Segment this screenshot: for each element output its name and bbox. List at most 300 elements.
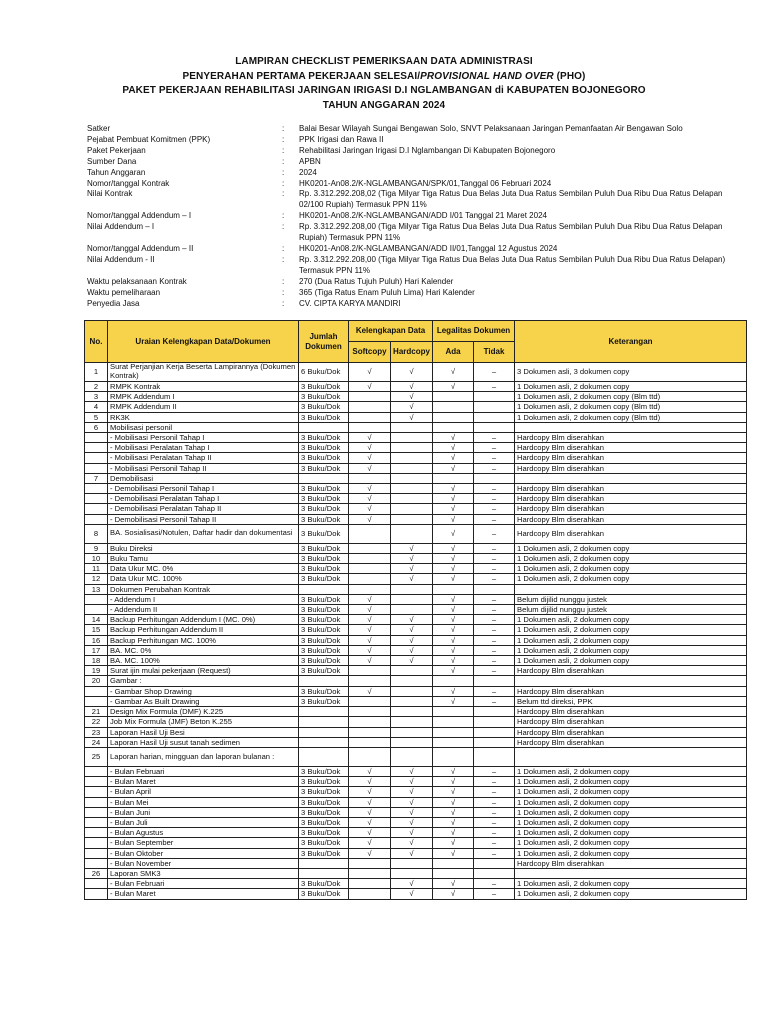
info-value: Balai Besar Wilayah Sungai Bengawan Solo, SNVT Pelaksanaan Jaringan Pemanfaatan Air Bengawan Solo (299, 124, 683, 133)
row-hardcopy (391, 858, 433, 868)
info-colon: : (282, 243, 285, 253)
row-hardcopy: √ (391, 797, 433, 807)
row-keterangan: Hardcopy Blm diserahkan (515, 666, 747, 676)
row-softcopy (349, 737, 391, 747)
row-no (85, 514, 108, 524)
row-softcopy (349, 402, 391, 412)
row-keterangan: 1 Dokumen asli, 2 dokumen copy (515, 564, 747, 574)
row-softcopy (349, 473, 391, 483)
row-ada: √ (433, 463, 474, 473)
row-tidak: – (474, 463, 515, 473)
info-label: Paket Pekerjaan (87, 145, 146, 155)
row-keterangan: Hardcopy Blm diserahkan (515, 463, 747, 473)
info-colon: : (282, 124, 285, 133)
row-ada: √ (433, 686, 474, 696)
row-softcopy: √ (349, 494, 391, 504)
row-hardcopy (391, 707, 433, 717)
row-softcopy: √ (349, 656, 391, 666)
info-label: Nilai Addendum - II (87, 254, 155, 264)
info-colon: : (282, 287, 285, 297)
row-keterangan: Hardcopy Blm diserahkan (515, 524, 747, 543)
row-no (85, 777, 108, 787)
table-row (85, 797, 747, 807)
info-value: Rp. 3.312.292.208,00 (Tiga Milyar Tiga Ratus Dua Belas Juta Dua Ratus Sembilan Puluh Dua Ribu Dua Ratus Delapan Rupiah) Termasuk PPN 11% (299, 222, 723, 243)
row-ada (433, 868, 474, 878)
row-ada (433, 422, 474, 432)
row-keterangan: Hardcopy Blm diserahkan (515, 514, 747, 524)
row-no: 21 (85, 707, 108, 717)
info-label: Nomor/tanggal Addendum – I (87, 211, 192, 221)
row-hardcopy (391, 584, 433, 594)
table-row (85, 686, 747, 696)
table-row (85, 514, 747, 524)
row-no (85, 858, 108, 868)
info-row (87, 124, 742, 135)
row-ada: √ (433, 382, 474, 392)
row-no (85, 807, 108, 817)
row-softcopy: √ (349, 686, 391, 696)
row-keterangan: Hardcopy Blm diserahkan (515, 717, 747, 727)
row-description: - Demobilisasi Personil Tahap II (108, 514, 299, 524)
row-no: 23 (85, 727, 108, 737)
table-row (85, 554, 747, 564)
row-keterangan: Hardcopy Blm diserahkan (515, 707, 747, 717)
row-description: Laporan Hasil Uji susut tanah sedimen (108, 737, 299, 747)
row-jumlah: 3 Buku/Dok (299, 817, 349, 827)
row-keterangan: 1 Dokumen asli, 2 dokumen copy (515, 807, 747, 817)
header-kelengkapan: Kelengkapan Data (349, 321, 433, 342)
row-keterangan: 1 Dokumen asli, 2 dokumen copy (515, 777, 747, 787)
row-ada: √ (433, 635, 474, 645)
header-hardcopy: Hardcopy (391, 342, 433, 363)
row-description: Laporan Hasil Uji Besi (108, 727, 299, 737)
row-keterangan: 1 Dokumen asli, 2 dokumen copy (515, 554, 747, 564)
row-softcopy: √ (349, 615, 391, 625)
row-jumlah: 3 Buku/Dok (299, 392, 349, 402)
row-ada (433, 584, 474, 594)
row-no: 14 (85, 615, 108, 625)
row-softcopy: √ (349, 443, 391, 453)
info-row (87, 211, 742, 222)
row-description: Laporan harian, mingguan dan laporan bulanan : (108, 747, 299, 766)
row-jumlah: 3 Buku/Dok (299, 463, 349, 473)
title-italic-phrase: PROVISIONAL HAND OVER (420, 70, 554, 82)
row-keterangan: 1 Dokumen asli, 2 dokumen copy (515, 615, 747, 625)
row-description: - Demobilisasi Peralatan Tahap II (108, 504, 299, 514)
row-description: Data Ukur MC. 100% (108, 574, 299, 584)
row-hardcopy: √ (391, 766, 433, 776)
row-keterangan (515, 422, 747, 432)
row-jumlah: 3 Buku/Dok (299, 574, 349, 584)
row-no (85, 494, 108, 504)
row-tidak: – (474, 564, 515, 574)
row-tidak: – (474, 817, 515, 827)
info-value: HK0201-An08.2/K-NGLAMBANGAN/SPK/01,Tanggal 06 Februari 2024 (299, 178, 552, 188)
row-no (85, 787, 108, 797)
info-colon: : (282, 189, 285, 199)
contract-info-block (87, 124, 742, 309)
row-description: - Bulan September (108, 838, 299, 848)
row-keterangan: 1 Dokumen asli, 2 dokumen copy (515, 543, 747, 553)
info-row (87, 255, 742, 277)
row-tidak: – (474, 543, 515, 553)
row-description: Backup Perhitungan Addendum I (MC. 0%) (108, 615, 299, 625)
row-jumlah (299, 676, 349, 686)
row-jumlah: 3 Buku/Dok (299, 564, 349, 574)
row-jumlah: 3 Buku/Dok (299, 848, 349, 858)
table-row (85, 574, 747, 584)
table-row (85, 666, 747, 676)
table-row (85, 838, 747, 848)
row-hardcopy (391, 504, 433, 514)
row-keterangan: Hardcopy Blm diserahkan (515, 453, 747, 463)
row-keterangan: Hardcopy Blm diserahkan (515, 504, 747, 514)
row-hardcopy (391, 463, 433, 473)
row-jumlah: 3 Buku/Dok (299, 777, 349, 787)
row-softcopy (349, 727, 391, 737)
row-hardcopy (391, 443, 433, 453)
info-label: Nomor/tanggal Addendum – II (87, 243, 194, 253)
row-hardcopy: √ (391, 412, 433, 422)
row-keterangan: Hardcopy Blm diserahkan (515, 737, 747, 747)
row-keterangan (515, 584, 747, 594)
row-hardcopy (391, 433, 433, 443)
row-description: - Bulan Oktober (108, 848, 299, 858)
row-softcopy: √ (349, 605, 391, 615)
row-hardcopy (391, 605, 433, 615)
table-row (85, 625, 747, 635)
row-tidak: – (474, 645, 515, 655)
row-ada: √ (433, 443, 474, 453)
row-tidak (474, 747, 515, 766)
title-line-1: LAMPIRAN CHECKLIST PEMERIKSAAN DATA ADMINISTRASI (235, 56, 533, 67)
info-colon: : (282, 178, 285, 188)
row-tidak (474, 392, 515, 402)
row-description: - Bulan Juli (108, 817, 299, 827)
row-no: 20 (85, 676, 108, 686)
row-tidak: – (474, 594, 515, 604)
row-jumlah: 6 Buku/Dok (299, 363, 349, 382)
info-value: HK0201-An08.2/K-NGLAMBANGAN/ADD I/01 Tanggal 21 Maret 2024 (299, 211, 547, 221)
info-colon: : (282, 254, 285, 264)
row-keterangan: 1 Dokumen asli, 2 dokumen copy (Blm ttd) (515, 402, 747, 412)
row-ada: √ (433, 666, 474, 676)
title-line-2 (0, 70, 768, 85)
row-description: - Bulan Februari (108, 766, 299, 776)
row-no: 4 (85, 402, 108, 412)
row-no (85, 504, 108, 514)
row-ada: √ (433, 656, 474, 666)
row-keterangan: 1 Dokumen asli, 2 dokumen copy (515, 879, 747, 889)
row-hardcopy: √ (391, 574, 433, 584)
row-keterangan: 3 Dokumen asli, 3 dokumen copy (515, 363, 747, 382)
info-colon: : (282, 145, 285, 155)
info-colon: : (282, 298, 285, 308)
row-description: - Bulan November (108, 858, 299, 868)
row-tidak: – (474, 807, 515, 817)
row-jumlah: 3 Buku/Dok (299, 879, 349, 889)
row-no: 5 (85, 412, 108, 422)
row-hardcopy (391, 747, 433, 766)
row-hardcopy: √ (391, 848, 433, 858)
row-ada: √ (433, 453, 474, 463)
row-tidak: – (474, 554, 515, 564)
row-hardcopy (391, 717, 433, 727)
row-jumlah: 3 Buku/Dok (299, 443, 349, 453)
row-jumlah: 3 Buku/Dok (299, 504, 349, 514)
row-hardcopy (391, 696, 433, 706)
row-tidak (474, 727, 515, 737)
info-label: Satker (87, 124, 111, 133)
info-row (87, 277, 742, 288)
table-row (85, 412, 747, 422)
row-jumlah: 3 Buku/Dok (299, 766, 349, 776)
row-tidak: – (474, 889, 515, 899)
row-softcopy (349, 412, 391, 422)
row-ada: √ (433, 848, 474, 858)
row-hardcopy: √ (391, 879, 433, 889)
row-description: Buku Tamu (108, 554, 299, 564)
row-ada: √ (433, 363, 474, 382)
row-description: Mobilisasi personil (108, 422, 299, 432)
row-keterangan: Belum ttd direksi, PPK (515, 696, 747, 706)
info-colon: : (282, 167, 285, 177)
row-hardcopy (391, 484, 433, 494)
row-hardcopy (391, 524, 433, 543)
header-no: No. (85, 321, 108, 363)
info-row (87, 135, 742, 146)
row-description: - Gambar As Built Drawing (108, 696, 299, 706)
row-ada: √ (433, 838, 474, 848)
row-no (85, 463, 108, 473)
row-hardcopy: √ (391, 554, 433, 564)
row-softcopy (349, 889, 391, 899)
row-ada: √ (433, 766, 474, 776)
row-softcopy (349, 707, 391, 717)
table-row (85, 777, 747, 787)
row-hardcopy: √ (391, 564, 433, 574)
row-softcopy (349, 584, 391, 594)
row-jumlah: 3 Buku/Dok (299, 828, 349, 838)
table-row (85, 615, 747, 625)
row-keterangan (515, 747, 747, 766)
row-hardcopy (391, 594, 433, 604)
row-no (85, 848, 108, 858)
row-ada (433, 717, 474, 727)
row-tidak: – (474, 879, 515, 889)
row-ada: √ (433, 484, 474, 494)
row-ada: √ (433, 615, 474, 625)
checklist-table (84, 320, 747, 900)
row-hardcopy (391, 473, 433, 483)
row-softcopy (349, 676, 391, 686)
table-row (85, 676, 747, 686)
row-keterangan: 1 Dokumen asli, 2 dokumen copy (515, 625, 747, 635)
row-softcopy: √ (349, 504, 391, 514)
table-row (85, 382, 747, 392)
row-tidak: – (474, 787, 515, 797)
row-ada: √ (433, 605, 474, 615)
row-tidak: – (474, 453, 515, 463)
row-hardcopy (391, 686, 433, 696)
row-hardcopy (391, 514, 433, 524)
row-ada: √ (433, 494, 474, 504)
row-ada (433, 737, 474, 747)
row-jumlah: 3 Buku/Dok (299, 514, 349, 524)
title-line-3: PAKET PEKERJAAN REHABILITASI JARINGAN IRIGASI D.I NGLAMBANGAN di KABUPATEN BOJONEGORO (122, 85, 646, 96)
info-row (87, 299, 742, 310)
row-tidak: – (474, 605, 515, 615)
row-description: RK3K (108, 412, 299, 422)
row-tidak (474, 868, 515, 878)
row-keterangan: 1 Dokumen asli, 2 dokumen copy (515, 797, 747, 807)
info-value: 270 (Dua Ratus Tujuh Puluh) Hari Kalender (299, 276, 454, 286)
row-ada: √ (433, 504, 474, 514)
row-ada: √ (433, 524, 474, 543)
row-hardcopy (391, 737, 433, 747)
row-description: Laporan SMK3 (108, 868, 299, 878)
row-no (85, 443, 108, 453)
info-label: Nomor/tanggal Kontrak (87, 178, 170, 188)
row-tidak: – (474, 848, 515, 858)
table-row (85, 594, 747, 604)
row-keterangan: 1 Dokumen asli, 2 dokumen copy (Blm ttd) (515, 412, 747, 422)
row-no: 16 (85, 635, 108, 645)
info-label: Nilai Kontrak (87, 189, 133, 199)
row-ada (433, 392, 474, 402)
row-softcopy: √ (349, 635, 391, 645)
row-softcopy (349, 879, 391, 889)
row-ada: √ (433, 817, 474, 827)
row-softcopy (349, 574, 391, 584)
row-tidak: – (474, 615, 515, 625)
row-keterangan: Hardcopy Blm diserahkan (515, 686, 747, 696)
row-ada: √ (433, 645, 474, 655)
info-value: APBN (299, 156, 321, 166)
row-hardcopy: √ (391, 828, 433, 838)
row-hardcopy (391, 727, 433, 737)
table-row (85, 433, 747, 443)
info-label: Tahun Anggaran (87, 167, 146, 177)
table-row (85, 484, 747, 494)
row-keterangan: Hardcopy Blm diserahkan (515, 858, 747, 868)
info-value: PPK Irigasi dan Rawa II (299, 134, 384, 144)
info-colon: : (282, 134, 285, 144)
table-row (85, 443, 747, 453)
table-row (85, 868, 747, 878)
table-row (85, 656, 747, 666)
row-ada (433, 727, 474, 737)
row-keterangan: 1 Dokumen asli, 2 dokumen copy (515, 889, 747, 899)
row-description: - Addendum I (108, 594, 299, 604)
row-softcopy: √ (349, 797, 391, 807)
row-ada (433, 707, 474, 717)
row-keterangan: 1 Dokumen asli, 2 dokumen copy (515, 828, 747, 838)
table-row (85, 879, 747, 889)
row-jumlah (299, 868, 349, 878)
table-row (85, 645, 747, 655)
row-jumlah: 3 Buku/Dok (299, 625, 349, 635)
row-jumlah (299, 422, 349, 432)
checklist-body (85, 363, 747, 900)
row-softcopy: √ (349, 787, 391, 797)
row-tidak: – (474, 766, 515, 776)
row-no: 11 (85, 564, 108, 574)
row-no (85, 797, 108, 807)
row-jumlah: 3 Buku/Dok (299, 453, 349, 463)
row-no: 24 (85, 737, 108, 747)
row-softcopy: √ (349, 382, 391, 392)
row-keterangan: 1 Dokumen asli, 2 dokumen copy (515, 817, 747, 827)
row-tidak (474, 676, 515, 686)
row-no (85, 696, 108, 706)
table-row (85, 524, 747, 543)
row-no (85, 889, 108, 899)
row-ada: √ (433, 777, 474, 787)
row-tidak: – (474, 514, 515, 524)
row-hardcopy: √ (391, 787, 433, 797)
row-jumlah: 3 Buku/Dok (299, 484, 349, 494)
row-description: Job Mix Formula (JMF) Beton K.255 (108, 717, 299, 727)
row-description: - Demobilisasi Peralatan Tahap I (108, 494, 299, 504)
info-value: Rp. 3.312.292.208,00 (Tiga Milyar Tiga Ratus Dua Belas Juta Dua Ratus Sembilan Puluh Dua Ribu Dua Ratus Delapan) Termasuk PPN 11% (299, 254, 726, 275)
header-legalitas: Legalitas Dokumen (433, 321, 515, 342)
row-description: RMPK Addendum I (108, 392, 299, 402)
row-jumlah (299, 473, 349, 483)
row-jumlah (299, 737, 349, 747)
row-ada: √ (433, 797, 474, 807)
row-no: 17 (85, 645, 108, 655)
row-hardcopy (391, 666, 433, 676)
row-ada: √ (433, 807, 474, 817)
row-jumlah: 3 Buku/Dok (299, 696, 349, 706)
row-tidak (474, 707, 515, 717)
row-hardcopy: √ (391, 807, 433, 817)
row-no: 19 (85, 666, 108, 676)
row-hardcopy: √ (391, 363, 433, 382)
row-keterangan: 1 Dokumen asli, 2 dokumen copy (515, 838, 747, 848)
row-ada: √ (433, 433, 474, 443)
table-row (85, 707, 747, 717)
row-keterangan (515, 473, 747, 483)
row-no: 12 (85, 574, 108, 584)
header-keterangan: Keterangan (515, 321, 747, 363)
row-ada: √ (433, 625, 474, 635)
row-jumlah (299, 707, 349, 717)
row-tidak: – (474, 666, 515, 676)
header-uraian: Uraian Kelengkapan Data/Dokumen (108, 321, 299, 363)
row-no (85, 828, 108, 838)
row-tidak: – (474, 494, 515, 504)
row-tidak: – (474, 382, 515, 392)
row-hardcopy (391, 494, 433, 504)
title-line-4: TAHUN ANGGARAN 2024 (322, 99, 446, 111)
row-description: Data Ukur MC. 0% (108, 564, 299, 574)
row-softcopy: √ (349, 848, 391, 858)
info-row (87, 288, 742, 299)
row-ada: √ (433, 594, 474, 604)
info-value: 365 (Tiga Ratus Enam Puluh Lima) Hari Kalender (299, 287, 475, 297)
info-colon: : (282, 222, 285, 232)
info-label: Nilai Addendum – I (87, 222, 155, 232)
row-description: - Bulan April (108, 787, 299, 797)
info-row (87, 189, 742, 211)
row-jumlah: 3 Buku/Dok (299, 554, 349, 564)
info-value: Rp. 3.312.292.208,02 (Tiga Milyar Tiga Ratus Dua Belas Juta Dua Ratus Sembilan Puluh Dua Ribu Dua Ratus Delapan 02/100 Rupiah) Termasuk PPN 11% (299, 189, 723, 210)
header-jumlah: Jumlah Dokumen (299, 321, 349, 363)
table-row (85, 473, 747, 483)
info-row (87, 168, 742, 179)
